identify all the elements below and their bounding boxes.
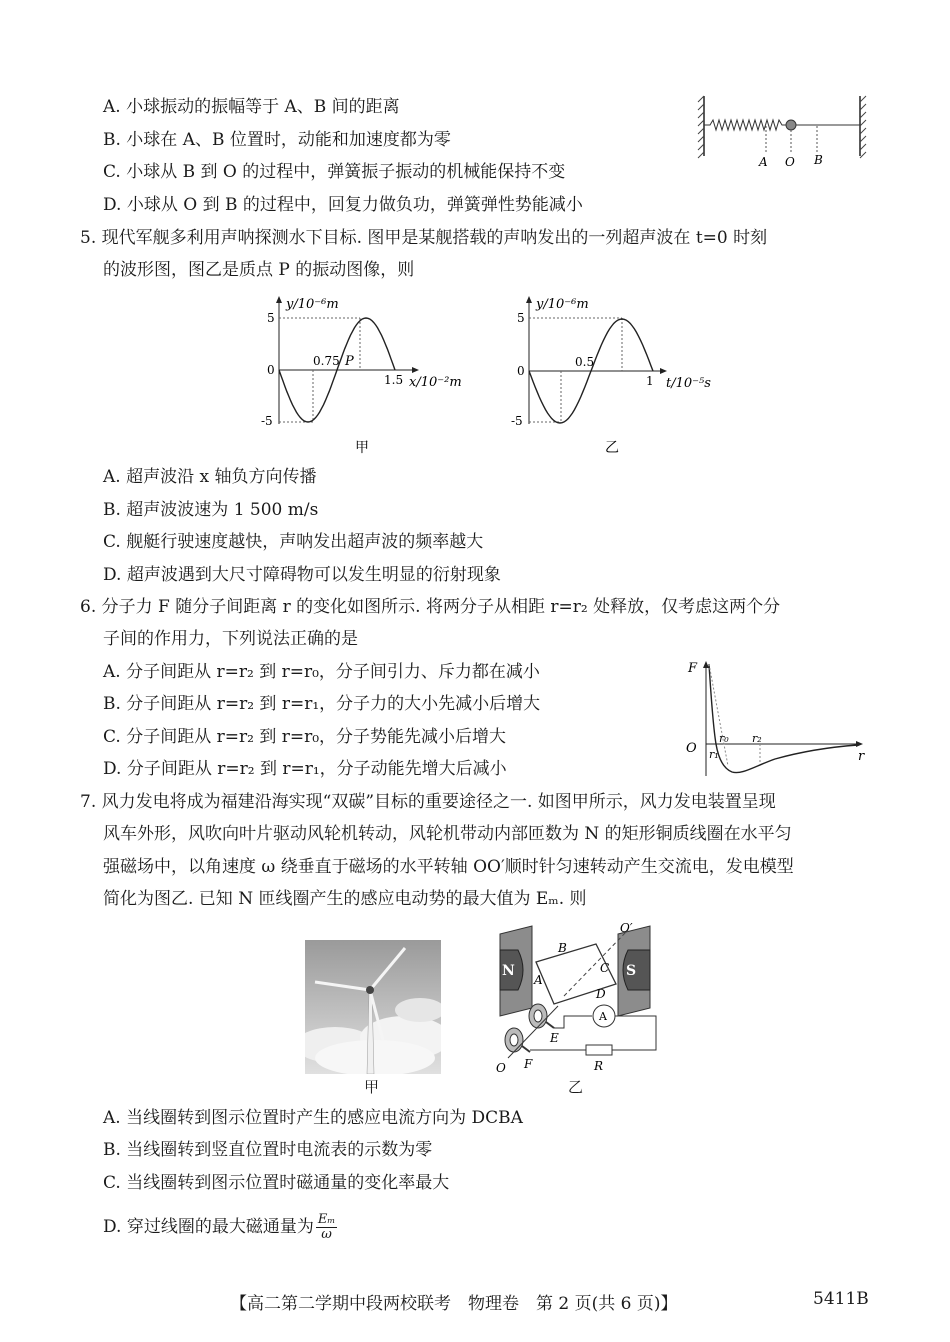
q6-option-d: D. 分子间距从 r=r₂ 到 r=r₁，分子动能先增大后减小 xyxy=(103,759,507,779)
yi-ytick-neg5: -5 xyxy=(511,414,523,428)
q4-option-d: D. 小球从 O 到 B 的过程中，回复力做负功，弹簧弹性势能减小 xyxy=(103,195,583,215)
wind-turbine-photo xyxy=(305,940,441,1074)
q7-option-a: A. 当线圈转到图示位置时产生的感应电流方向为 DCBA xyxy=(103,1108,523,1128)
fraction-numerator: Eₘ xyxy=(317,1212,336,1227)
q6-stem-line2: 子间的作用力，下列说法正确的是 xyxy=(103,629,358,649)
yi-ylabel: y/10⁻⁶m xyxy=(536,297,589,312)
q7-stem-line1: 7. 风力发电将成为福建沿海实现“双碳”目标的重要途径之一. 如图甲所示，风力发电装置呈现 xyxy=(80,792,776,812)
label-r1: r₁ xyxy=(709,748,719,761)
label-r: r xyxy=(858,749,865,764)
label-C: C xyxy=(600,961,610,975)
q5-option-a: A. 超声波沿 x 轴负方向传播 xyxy=(103,467,317,487)
label-O-axis: O xyxy=(496,1061,506,1075)
label-B: B xyxy=(558,941,567,955)
jia-ytick-5: 5 xyxy=(267,311,275,325)
fraction-denominator: ω xyxy=(321,1227,332,1242)
flux-fraction xyxy=(316,1213,337,1242)
label-N: N xyxy=(502,963,515,979)
q7-stem-line2: 风车外形，风吹向叶片驱动风轮机转动，风轮机带动内部匝数为 N 的矩形铜质线圈在水平匀 xyxy=(103,824,792,844)
vibration-chart-yi xyxy=(505,294,725,456)
generator-model-figure xyxy=(488,920,666,1080)
spring-oscillator-figure xyxy=(696,94,868,174)
q6-option-b: B. 分子间距从 r=r₂ 到 r=r₁，分子力的大小先减小后增大 xyxy=(103,694,541,714)
label-ammeter: A xyxy=(599,1010,607,1023)
force-curve xyxy=(709,664,858,773)
yi-xtick-1: 1 xyxy=(646,374,654,388)
yi-xlabel: t/10⁻⁵s xyxy=(666,376,711,391)
label-E-brush: F xyxy=(524,1057,533,1071)
q6-stem-line1: 6. 分子力 F 随分子间距离 r 的变化如图所示. 将两分子从相距 r=r₂ 处释放，仅考虑这两个分 xyxy=(80,597,781,617)
yi-caption: 乙 xyxy=(605,440,619,456)
q7-stem-line4: 简化为图乙. 已知 N 匝线圈产生的感应电动势的最大值为 Eₘ. 则 xyxy=(103,889,587,909)
label-b: B xyxy=(814,153,823,167)
q4-option-c: C. 小球从 B 到 O 的过程中，弹簧振子振动的机械能保持不变 xyxy=(103,162,566,182)
q7-caption-yi: 乙 xyxy=(568,1078,584,1096)
label-F: F xyxy=(688,661,698,676)
jia-caption: 甲 xyxy=(355,440,369,456)
q7-option-d xyxy=(103,1213,337,1242)
jia-ylabel: y/10⁻⁶m xyxy=(286,297,339,312)
jia-ytick-neg5: -5 xyxy=(261,414,273,428)
label-O-prime: O′ xyxy=(620,921,633,935)
yi-ytick-0: 0 xyxy=(517,364,525,378)
footer-code: 5411B xyxy=(813,1289,869,1309)
jia-xlabel: x/10⁻²m xyxy=(409,375,462,390)
q4-option-a: A. 小球振动的振幅等于 A、B 间的距离 xyxy=(103,97,400,117)
label-F-brush: E xyxy=(550,1031,559,1045)
molecular-force-figure xyxy=(680,656,870,781)
label-r2: r₂ xyxy=(752,732,762,745)
q7-option-c: C. 当线圈转到图示位置时磁通量的变化率最大 xyxy=(103,1173,450,1193)
spring-coil xyxy=(704,120,786,130)
jia-point-p: P xyxy=(345,354,354,369)
q5-option-c: C. 舰艇行驶速度越快，声呐发出超声波的频率越大 xyxy=(103,532,484,552)
label-a: A xyxy=(759,155,768,169)
resistor xyxy=(586,1045,612,1055)
q5-stem-line2: 的波形图，图乙是质点 P 的振动图像，则 xyxy=(103,260,415,280)
label-o: O xyxy=(785,155,795,169)
q7-option-b: B. 当线圈转到竖直位置时电流表的示数为零 xyxy=(103,1140,433,1160)
yi-xtick-05: 0.5 xyxy=(575,355,595,369)
yi-ytick-5: 5 xyxy=(517,311,525,325)
wave-chart-jia xyxy=(255,294,480,456)
label-A: A xyxy=(534,973,543,987)
q7-caption-jia: 甲 xyxy=(364,1078,380,1096)
label-O: O xyxy=(686,741,697,756)
q7-stem-line3: 强磁场中，以角速度 ω 绕垂直于磁场的水平转轴 OO′顺时针匀速转动产生交流电，发电模型 xyxy=(103,857,794,877)
q5-stem-line1: 5. 现代军舰多利用声呐探测水下目标. 图甲是某舰搭载的声呐发出的一列超声波在 t=0 时刻 xyxy=(80,228,768,248)
label-D: D xyxy=(596,987,606,1001)
label-R: R xyxy=(594,1059,604,1073)
footer-text: 【高二第二学期中段两校联考 物理卷 第 2 页(共 6 页)】 xyxy=(230,1294,678,1314)
jia-ytick-0: 0 xyxy=(267,363,275,377)
label-S: S xyxy=(626,963,637,979)
jia-xtick-15: 1.5 xyxy=(384,373,404,387)
q5-option-d: D. 超声波遇到大尺寸障碍物可以发生明显的衍射现象 xyxy=(103,565,501,585)
q4-option-b: B. 小球在 A、B 位置时，动能和加速度都为零 xyxy=(103,130,451,150)
q5-option-b: B. 超声波波速为 1 500 m/s xyxy=(103,500,319,520)
q7-option-d-prefix: D. 穿过线圈的最大磁通量为 xyxy=(103,1217,314,1237)
ball xyxy=(786,120,796,130)
q6-option-c: C. 分子间距从 r=r₂ 到 r=r₀，分子势能先减小后增大 xyxy=(103,727,507,747)
q6-option-a: A. 分子间距从 r=r₂ 到 r=r₀，分子间引力、斥力都在减小 xyxy=(103,662,540,682)
label-r0: r₀ xyxy=(719,732,729,745)
jia-xtick-075: 0.75 xyxy=(313,354,340,368)
